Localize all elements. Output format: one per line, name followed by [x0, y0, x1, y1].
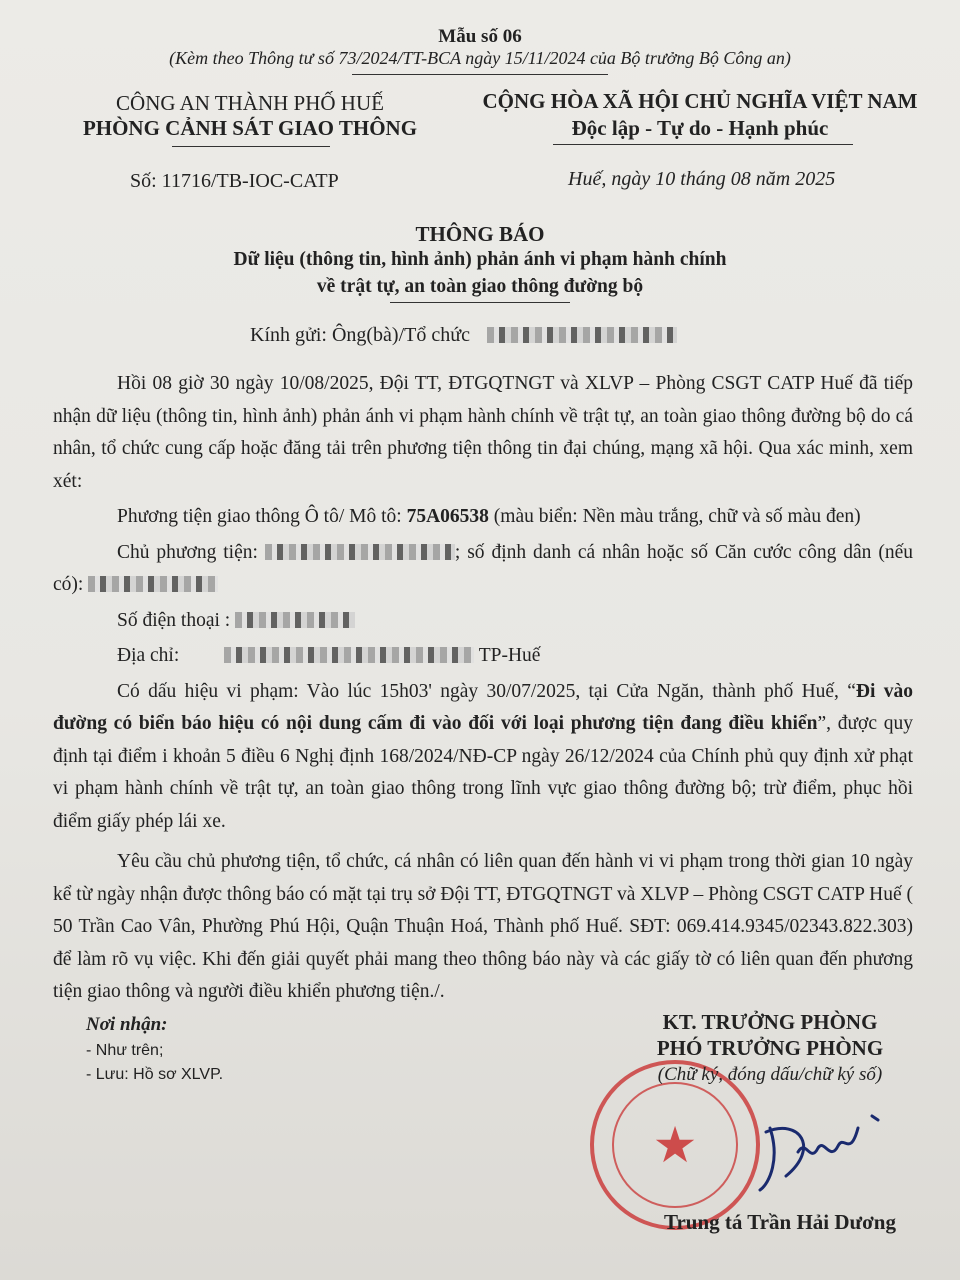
recipients-heading: Nơi nhận: [86, 1014, 168, 1035]
document-number: Số: 11716/TB-IOC-CATP [130, 170, 339, 192]
vehicle-label: Phương tiện giao thông Ô tô/ Mô tô: [117, 506, 402, 527]
notice-title: THÔNG BÁO [415, 222, 545, 246]
address-city: TP-Huế [478, 645, 541, 666]
address-label: Địa chỉ: [117, 645, 180, 666]
recipient-item: - Lưu: Hồ sơ XLVP. [86, 1066, 224, 1083]
owner-id-label: ; số định danh cá nhân hoặc số Căn cước công dân (nếu có): [53, 541, 913, 595]
license-plate: 75A06538 [406, 506, 489, 527]
motto-underline [553, 144, 853, 145]
address-paragraph [53, 640, 913, 673]
recipient-line [250, 324, 677, 347]
redacted-phone [235, 612, 355, 628]
signature-title: KT. TRƯỞNG PHÒNG [662, 1010, 878, 1034]
violation-intro: Có dấu hiệu vi phạm: Vào lúc 15h03' ngày 30/07/2025, tại Cửa Ngăn, thành phố Huế, “ [117, 680, 856, 702]
owner-label: Chủ phương tiện: [117, 541, 258, 563]
signer-name: Trung tá Trần Hải Dương [664, 1210, 896, 1234]
owner-paragraph [53, 537, 913, 602]
form-number: Mẫu số 06 [438, 26, 522, 47]
issuer-underline [172, 146, 330, 147]
national-line1: CỘNG HÒA XÃ HỘI CHỦ NGHĨA VIỆT NAM [482, 89, 918, 113]
violation-paragraph [53, 676, 913, 839]
vehicle-paragraph [53, 501, 913, 534]
document-date: Huế, ngày 10 tháng 08 năm 2025 [568, 168, 836, 190]
national-motto: Độc lập - Tự do - Hạnh phúc [571, 116, 829, 140]
redacted-address [224, 647, 474, 663]
request-paragraph: Yêu cầu chủ phương tiện, tổ chức, cá nhân có liên quan đến hành vi vi phạm trong thời gian 10 ngày kể từ ngày nhận được thông báo có mặt tại trụ sở Đội TT, ĐTGQTNGT và XLVP – Phòng CSGT CATP Huế ( 50 Trần Cao Vân, Phường Phú Hội, Quận Thuận Hoá, Thành phố Huế. SĐT: 069.414.9345/02343.822.303) để làm rõ vụ việc. Khi đến giải quyết phải mang theo thông báo này và các giấy tờ có liên quan đến phương tiện giao thông và người điều khiển phương tiện./. [53, 851, 913, 1002]
handwritten-signature [740, 1098, 900, 1198]
title-underline [390, 302, 570, 303]
notice-subtitle-line2: về trật tự, an toàn giao thông đường bộ [316, 276, 644, 297]
redacted-recipient [487, 327, 677, 343]
signature-subtitle: PHÓ TRƯỞNG PHÒNG [656, 1036, 884, 1060]
notice-subtitle-line1: Dữ liệu (thông tin, hình ảnh) phản ánh vi phạm hành chính [233, 249, 727, 270]
notice-body [53, 368, 913, 1009]
recipient-item: - Như trên; [86, 1042, 164, 1059]
header-divider [352, 74, 608, 75]
plate-color: (màu biển: Nền màu trắng, chữ và số màu đen) [493, 506, 861, 527]
redacted-owner [265, 544, 455, 560]
issuer-line1: CÔNG AN THÀNH PHỐ HUẾ [116, 91, 384, 115]
phone-paragraph [53, 605, 913, 638]
phone-label: Số điện thoại : [117, 609, 231, 631]
redacted-id [88, 576, 218, 592]
seal-star-icon: ★ [652, 1117, 698, 1173]
signature-note: (Chữ ký, đóng dấu/chữ ký số) [657, 1064, 883, 1085]
intro-paragraph: Hồi 08 giờ 30 ngày 10/08/2025, Đội TT, ĐTGQTNGT và XLVP – Phòng CSGT CATP Huế đã tiếp nhận dữ liệu (thông tin, hình ảnh) phản ánh vi phạm hành chính về trật tự, an toàn giao thông đường bộ do cá nhân, tổ chức cung cấp hoặc đăng tải trên phương tiện thông tin đại chúng, mạng xã hội. Qua xác minh, xem xét: [53, 373, 913, 492]
recipient-label: Kính gửi: Ông(bà)/Tổ chức [250, 324, 470, 346]
issuer-line2: PHÒNG CẢNH SÁT GIAO THÔNG [82, 116, 418, 140]
violation-legal-basis: ”, được quy định tại điểm i khoản 5 điều 6 Nghị định 168/2024/NĐ-CP ngày 26/12/2024 của Chính phủ quy định xử phạt vi phạm hành chính về trật tự, an toàn giao thông trong lĩnh vực giao thông đường bộ; trừ điểm, phục hồi điểm giấy phép lái xe. [53, 713, 913, 832]
violation-description: Đi vào đường có biển báo hiệu có nội dung cấm đi vào đối với loại phương tiện đang điều khiển [53, 680, 914, 734]
form-attachment-note: (Kèm theo Thông tư số 73/2024/TT-BCA ngày 15/11/2024 của Bộ trưởng Bộ Công an) [169, 48, 791, 68]
